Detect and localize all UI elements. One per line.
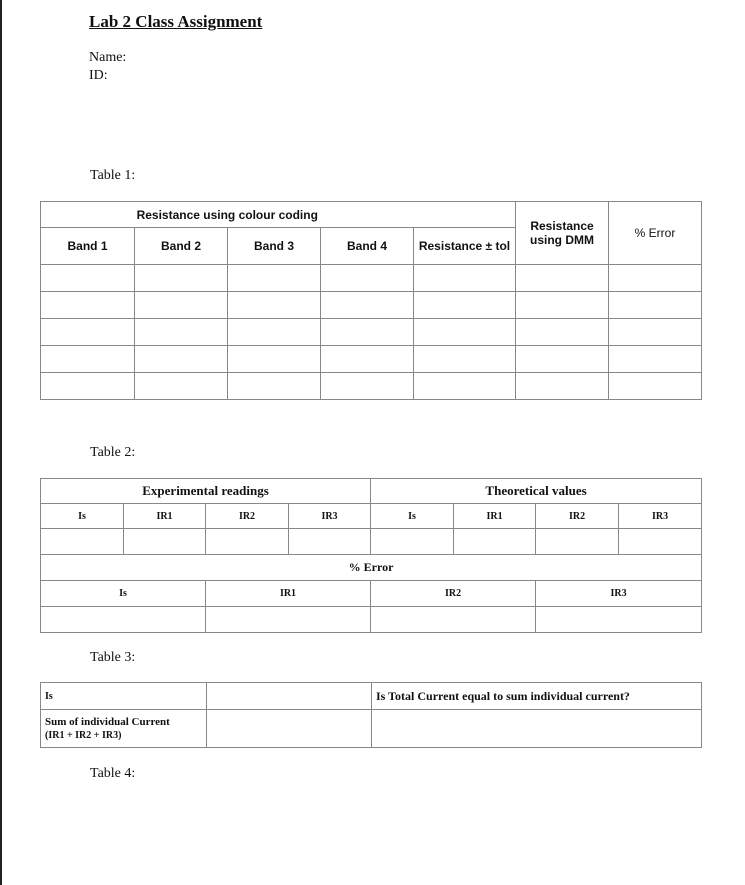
table3-label: Table 3: xyxy=(90,650,136,665)
table1 xyxy=(40,201,702,400)
error-current-ir2: IR2 xyxy=(371,581,536,607)
current-is-theo: Is xyxy=(371,504,454,529)
error-current-ir3: IR3 xyxy=(536,581,702,607)
table-row xyxy=(41,346,702,373)
col-band-1: Band 1 xyxy=(41,228,135,265)
table-row xyxy=(41,373,702,400)
page-edge xyxy=(0,0,2,885)
table-row xyxy=(41,607,702,633)
error-current-ir1: IR1 xyxy=(206,581,371,607)
current-ir1-exp: IR1 xyxy=(124,504,206,529)
sum-current-cell xyxy=(41,710,207,748)
table1-label: Table 1: xyxy=(90,168,136,183)
sum-current-label: Sum of individual Current xyxy=(45,715,170,728)
total-current-label: Is xyxy=(41,683,207,710)
col-band-4: Band 4 xyxy=(321,228,414,265)
table2-label: Table 2: xyxy=(90,445,136,460)
percent-error-header: % Error xyxy=(41,555,702,581)
name-field-label: Name: xyxy=(89,50,127,65)
table-row xyxy=(41,292,702,319)
table3 xyxy=(40,682,702,748)
table-row xyxy=(41,265,702,292)
current-ir3-exp: IR3 xyxy=(289,504,371,529)
current-is-exp: Is xyxy=(41,504,124,529)
page-title: Lab 2 Class Assignment xyxy=(89,12,263,31)
col-resistance-tol: Resistance ± tol xyxy=(414,228,516,265)
current-ir2-exp: IR2 xyxy=(206,504,289,529)
colour-coding-header: Resistance using colour coding xyxy=(41,202,414,228)
table2 xyxy=(40,478,702,633)
current-ir2-theo: IR2 xyxy=(536,504,619,529)
col-percent-error: % Error xyxy=(609,202,702,265)
col-band-3: Band 3 xyxy=(228,228,321,265)
experimental-readings-header: Experimental readings xyxy=(41,479,371,504)
error-current-is: Is xyxy=(41,581,206,607)
col-resistance-dmm: Resistance using DMM xyxy=(516,202,609,265)
sum-current-formula: (IR1 + IR2 + IR3) xyxy=(45,729,122,741)
id-field-label: ID: xyxy=(89,68,108,83)
theoretical-values-header: Theoretical values xyxy=(371,479,702,504)
comparison-question: Is Total Current equal to sum individual current? xyxy=(372,683,702,710)
current-ir1-theo: IR1 xyxy=(454,504,536,529)
table-row xyxy=(41,319,702,346)
current-ir3-theo: IR3 xyxy=(619,504,702,529)
table4-label: Table 4: xyxy=(90,766,136,781)
table-row xyxy=(41,529,702,555)
col-band-2: Band 2 xyxy=(135,228,228,265)
